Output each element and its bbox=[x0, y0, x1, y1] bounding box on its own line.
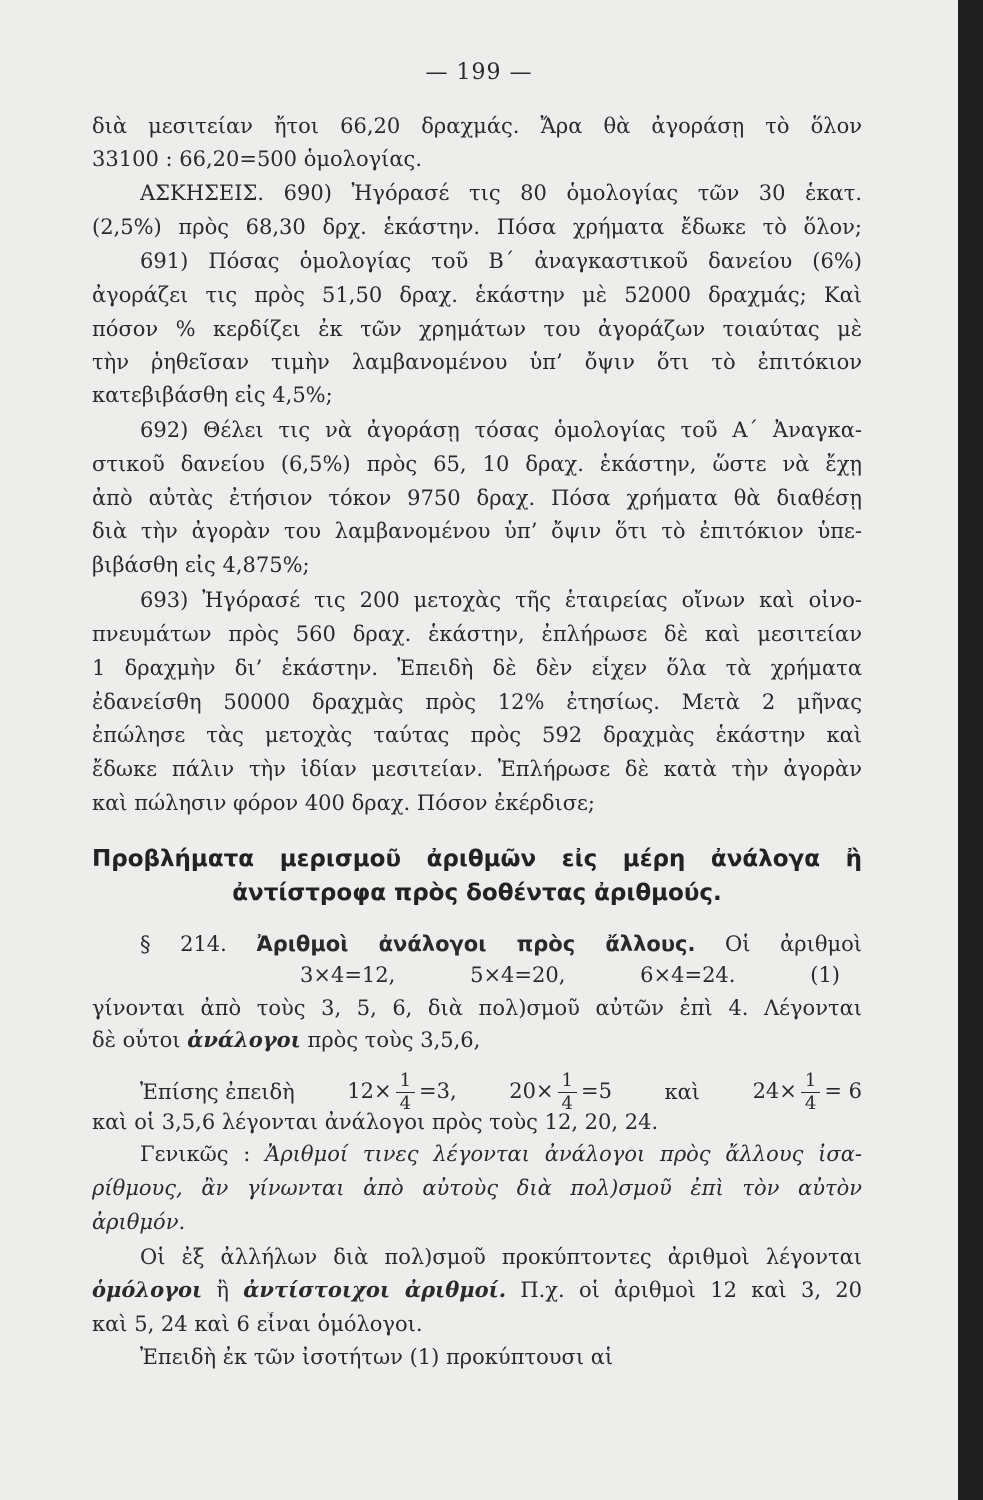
text-line: διὰ μεσιτείαν ἤτοι 66,20 δραχμάς. Ἄρα θὰ ἀγοράσῃ τὸ ὅλον bbox=[92, 114, 862, 138]
paragraph-number: § 214. bbox=[140, 932, 227, 956]
text-span: Γενικῶς : bbox=[140, 1142, 251, 1166]
text-line: βιβάσθη εἰς 4,875%; bbox=[92, 553, 310, 577]
equation-label: (1) bbox=[810, 963, 840, 987]
definition-line bbox=[92, 1210, 862, 1234]
section-heading-line1: Προβλήματα μερισμοῦ ἀριθμῶν εἰς μέρη ἀνάλογα ἢ bbox=[92, 846, 862, 872]
text-span: =5 bbox=[580, 1078, 612, 1103]
text-span: Π.χ. οἱ ἀριθμοὶ 12 καὶ 3, 20 bbox=[520, 1278, 862, 1302]
text-span: 24× bbox=[752, 1078, 797, 1103]
text-line: ἐδανείσθη 50000 δραχμὰς πρὸς 12% ἐτησίως. Μετὰ 2 μῆνας bbox=[92, 690, 862, 714]
fraction-term-2 bbox=[509, 1069, 612, 1114]
text-span: ἢ bbox=[216, 1278, 229, 1302]
text-span: Οἱ ἀριθμοὶ bbox=[725, 932, 862, 956]
text-line: 691) Πόσας ὁμολογίας τοῦ Β΄ ἀναγκαστικοῦ δανείου (6%) bbox=[140, 249, 862, 273]
text-line: πνευμάτων πρὸς 560 δραχ. ἑκάστην, ἐπλήρωσε δὲ καὶ μεσιτείαν bbox=[92, 622, 862, 646]
text-span: 12× bbox=[347, 1078, 392, 1103]
text-line: 693) Ἠγόρασέ τις 200 μετοχὰς τῆς ἑταιρείας οἴνων καὶ οἰνο- bbox=[140, 588, 862, 612]
text-line: διὰ τὴν ἀγορὰν του λαμβανομένου ὑπ’ ὄψιν ὅτι τὸ ἐπιτόκιον ὑπε- bbox=[92, 519, 862, 543]
text-line: 1 δραχμὴν δι’ ἑκάστην. Ἐπειδὴ δὲ δὲν εἶχεν ὅλα τὰ χρήματα bbox=[92, 656, 862, 680]
text-line: γίνονται ἀπὸ τοὺς 3, 5, 6, διὰ πολ)σμοῦ αὐτῶν ἐπὶ 4. Λέγονται bbox=[92, 996, 862, 1020]
definition-line bbox=[92, 1176, 862, 1200]
fraction-term-3 bbox=[752, 1069, 862, 1114]
text-line: κατεβιβάσθη εἰς 4,5%; bbox=[92, 383, 333, 407]
page-number: — 199 — bbox=[425, 60, 533, 85]
fraction bbox=[558, 1069, 577, 1114]
bold-term: ἀντίστοιχοι ἀριθμοί. bbox=[243, 1278, 507, 1302]
equation-text: 3×4=12, 5×4=20, 6×4=24. bbox=[300, 963, 736, 987]
text-span: 20× bbox=[509, 1078, 554, 1103]
fraction-term-1 bbox=[347, 1069, 457, 1114]
text-span: δὲ οὗτοι bbox=[92, 1028, 181, 1052]
text-line: ΑΣΚΗΣΕΙΣ. 690) Ἠγόρασέ τις 80 ὁμολογίας τῶν 30 ἑκατ. bbox=[140, 181, 862, 205]
page-edge bbox=[958, 0, 983, 1500]
italic-definition: ἀριθμόν. bbox=[92, 1210, 186, 1234]
text-span: καὶ bbox=[664, 1080, 701, 1104]
text-line: 692) Θέλει τις νὰ ἀγοράσῃ τόσας ὁμολογίας τοῦ Α΄ Ἀναγκα- bbox=[140, 418, 862, 442]
text-line: καὶ οἱ 3,5,6 λέγονται ἀνάλογοι πρὸς τοὺς 12, 20, 24. bbox=[92, 1110, 659, 1134]
text-line: ἀπὸ αὐτὰς ἐτήσιον τόκον 9750 δραχ. Πόσα χρήματα θὰ διαθέσῃ bbox=[92, 486, 862, 510]
text-line: Ἐπειδὴ ἐκ τῶν ἰσοτήτων (1) προκύπτουσι αἱ bbox=[140, 1345, 614, 1369]
text-line: καὶ πώλησιν φόρον 400 δραχ. Πόσον ἐκέρδισε; bbox=[92, 791, 595, 815]
bold-term: ὁμόλογοι bbox=[92, 1278, 203, 1302]
text-span: Ἐπίσης ἐπειδὴ bbox=[140, 1080, 295, 1104]
fraction-denominator: 4 bbox=[561, 1092, 573, 1114]
fraction-denominator: 4 bbox=[399, 1092, 412, 1114]
paragraph-title: Ἀριθμοὶ ἀνάλογοι πρὸς ἄλλους. bbox=[256, 932, 696, 956]
text-line: τὴν ῥηθεῖσαν τιμὴν λαμβανομένου ὑπ’ ὄψιν ὅτι τὸ ἐπιτόκιον bbox=[92, 350, 862, 374]
bold-term: ἀνάλογοι bbox=[187, 1028, 301, 1052]
text-line: πόσον % κερδίζει ἐκ τῶν χρημάτων του ἀγοράζων τοιαύτας μὲ bbox=[92, 317, 862, 341]
equation-1 bbox=[300, 963, 840, 987]
text-line: ἐπώλησε τὰς μετοχὰς ταύτας πρὸς 592 δραχμὰς ἑκάστην καὶ bbox=[92, 723, 862, 747]
text-line: ἀγοράζει τις πρὸς 51,50 δραχ. ἑκάστην μὲ 52000 δραχμάς; Καὶ bbox=[92, 283, 862, 307]
fraction bbox=[801, 1069, 820, 1114]
text-line: (2,5%) πρὸς 68,30 δρχ. ἑκάστην. Πόσα χρήματα ἔδωκε τὸ ὅλον; bbox=[92, 215, 862, 239]
fraction-numerator: 1 bbox=[558, 1072, 577, 1093]
text-line bbox=[92, 1278, 862, 1302]
text-span: = 6 bbox=[824, 1078, 862, 1103]
text-line: 33100 : 66,20=500 ὁμολογίας. bbox=[92, 147, 422, 171]
paragraph-214-title-line bbox=[140, 932, 862, 956]
section-heading-line2: ἀντίστροφα πρὸς δοθέντας ἀριθμούς. bbox=[232, 880, 722, 906]
fraction-numerator: 1 bbox=[396, 1072, 415, 1093]
text-line: ἔδωκε πάλιν τὴν ἰδίαν μεσιτείαν. Ἐπλήρωσε δὲ κατὰ τὴν ἀγορὰν bbox=[92, 757, 862, 781]
fraction bbox=[396, 1069, 415, 1114]
text-span: πρὸς τοὺς 3,5,6, bbox=[307, 1028, 481, 1052]
text-line: καὶ 5, 24 καὶ 6 εἶναι ὁμόλογοι. bbox=[92, 1312, 423, 1336]
text-line: Οἱ ἐξ ἀλλήλων διὰ πολ)σμοῦ προκύπτοντες ἀριθμοὶ λέγονται bbox=[140, 1245, 862, 1269]
definition-line bbox=[140, 1142, 862, 1166]
italic-definition: ρίθμους, ἂν γίνωνται ἀπὸ αὐτοὺς διὰ πολ)σμοῦ ἐπὶ τὸν αὐτὸν bbox=[92, 1176, 862, 1200]
fraction-numerator: 1 bbox=[801, 1072, 820, 1093]
text-span: =3, bbox=[419, 1078, 457, 1103]
italic-definition: Ἀριθμοί τινες λέγονται ἀνάλογοι πρὸς ἄλλους ἰσα- bbox=[265, 1142, 862, 1166]
text-line bbox=[92, 1028, 862, 1052]
fraction-denominator: 4 bbox=[804, 1092, 817, 1114]
text-line: στικοῦ δανείου (6,5%) πρὸς 65, 10 δραχ. ἑκάστην, ὥστε νὰ ἔχῃ bbox=[92, 452, 862, 476]
